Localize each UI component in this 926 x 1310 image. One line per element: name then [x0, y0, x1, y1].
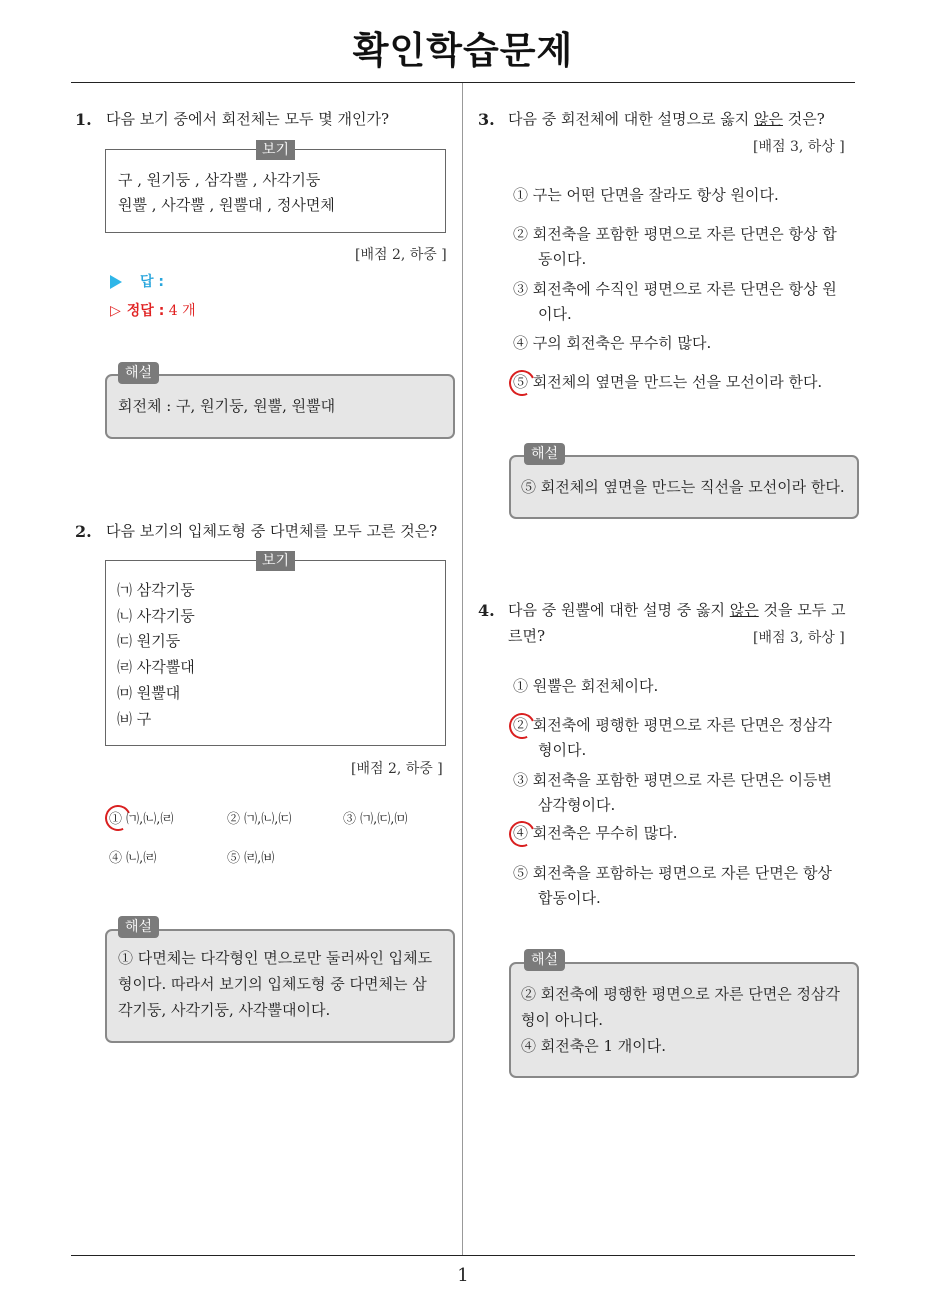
q3-number: 3. [478, 110, 495, 129]
q1-bogi-box [105, 149, 446, 233]
q3-option: ④ 구의 회전축은 무수히 많다. [513, 334, 712, 352]
q4-text-line2: 르면? [508, 627, 546, 645]
q2-expl-line: ① 다면체는 다각형인 면으로만 둘러싸인 입체도 [118, 949, 433, 967]
q2-option: ⑤ ㈃,㈅ [227, 851, 275, 866]
q2-expl-line: 형이다. 따라서 보기의 입체도형 중 다면체는 삼 [118, 975, 427, 993]
q4-option-cont: 형이다. [538, 741, 587, 759]
q2-bogi-line: ㈂ 원기둥 [117, 632, 181, 650]
q1-number: 1. [75, 110, 92, 129]
q4-text: 다음 중 원뿔에 대한 설명 중 옳지 않은 것을 모두 고 [508, 601, 846, 619]
q2-bogi-line: ㈅ 구 [117, 710, 152, 728]
answer-arrow-icon [110, 275, 122, 289]
q4-option-cont: 삼각형이다. [538, 796, 616, 814]
q2-option: ④ ㈁,㈃ [109, 851, 157, 866]
q4-option: ⑤ 회전축을 포함하는 평면으로 자른 단면은 항상 [513, 864, 832, 882]
q2-bogi-line: ㈄ 원뿔대 [117, 684, 181, 702]
q3-underlined-word: 않은 [753, 110, 783, 128]
q1-expl-label: 해설 [118, 362, 159, 384]
q2-number: 2. [75, 522, 92, 541]
column-divider [462, 83, 463, 1255]
q2-text: 다음 보기의 입체도형 중 다면체를 모두 고른 것은? [106, 522, 438, 540]
q2-option: ③ ㈀,㈂,㈄ [343, 812, 408, 827]
q2-bogi-label: 보기 [256, 551, 295, 571]
q1-correct-value: 4 개 [168, 303, 196, 319]
q4-option-cont: 합동이다. [538, 889, 601, 907]
q1-bogi-line: 구 , 원기둥 , 삼각뿔 , 사각기둥 [118, 171, 321, 189]
q2-bogi-line: ㈀ 삼각기둥 [117, 581, 195, 599]
q2-bogi-line: ㈁ 사각기둥 [117, 607, 195, 625]
q3-option: ② 회전축을 포함한 평면으로 자른 단면은 항상 합 [513, 225, 837, 243]
page-number: 1 [457, 1265, 469, 1286]
q4-expl-line: 형이 아니다. [521, 1011, 603, 1029]
q3-text: 다음 중 회전체에 대한 설명으로 옳지 않은 것은? [508, 110, 825, 128]
q2-option: ② ㈀,㈁,㈂ [227, 812, 292, 827]
q3-score: [배점 3, 하상 ] [753, 139, 845, 155]
q2-option: ① ㈀,㈁,㈃ [109, 812, 174, 827]
q3-option-cont: 동이다. [538, 250, 587, 268]
q3-option-cont: 이다. [538, 305, 572, 323]
q1-correct-row [110, 300, 196, 320]
q1-answer-row [110, 271, 164, 291]
q4-number: 4. [478, 601, 495, 620]
q3-expl-text: ⑤ 회전체의 옆면을 만드는 직선을 모선이라 한다. [521, 478, 845, 496]
q1-bogi-label: 보기 [256, 140, 295, 160]
header-rule [71, 82, 855, 83]
outline-triangle-icon: ▷ [110, 303, 121, 319]
q1-correct-label: 정답 : [126, 303, 165, 319]
q4-expl-line: ④ 회전축은 1 개이다. [521, 1037, 667, 1055]
q4-option: ③ 회전축을 포함한 평면으로 자른 단면은 이등변 [513, 771, 832, 789]
q4-option: ② 회전축에 평행한 평면으로 자른 단면은 정삼각 [513, 716, 832, 734]
q3-option: ③ 회전축에 수직인 평면으로 자른 단면은 항상 원 [513, 280, 837, 298]
q4-expl-line: ② 회전축에 평행한 평면으로 자른 단면은 정삼각 [521, 985, 840, 1003]
q2-expl-label: 해설 [118, 916, 159, 938]
q3-option: ⑤ 회전체의 옆면을 만드는 선을 모선이라 한다. [513, 373, 823, 391]
footer-rule [71, 1255, 855, 1256]
q4-underlined-word: 않은 [729, 601, 759, 619]
q1-expl-text: 회전체 : 구, 원기둥, 원뿔, 원뿔대 [118, 397, 336, 415]
q3-expl-label: 해설 [524, 443, 565, 465]
q4-option: ① 원뿔은 회전체이다. [513, 677, 659, 695]
q2-bogi-line: ㈃ 사각뿔대 [117, 658, 195, 676]
q2-expl-line: 각기둥, 사각기둥, 사각뿔대이다. [118, 1001, 331, 1019]
q4-score: [배점 3, 하상 ] [753, 630, 845, 646]
q2-score: [배점 2, 하중 ] [351, 761, 443, 777]
q1-bogi-line: 원뿔 , 사각뿔 , 원뿔대 , 정사면체 [118, 196, 335, 214]
page-title: 확인학습문제 [352, 29, 574, 72]
q1-answer-label: 답 : [140, 274, 164, 290]
q3-option: ① 구는 어떤 단면을 잘라도 항상 원이다. [513, 186, 779, 204]
q1-score: [배점 2, 하중 ] [355, 247, 447, 263]
q4-option: ④ 회전축은 무수히 많다. [513, 824, 678, 842]
q1-text: 다음 보기 중에서 회전체는 모두 몇 개인가? [106, 110, 389, 128]
q4-expl-label: 해설 [524, 949, 565, 971]
